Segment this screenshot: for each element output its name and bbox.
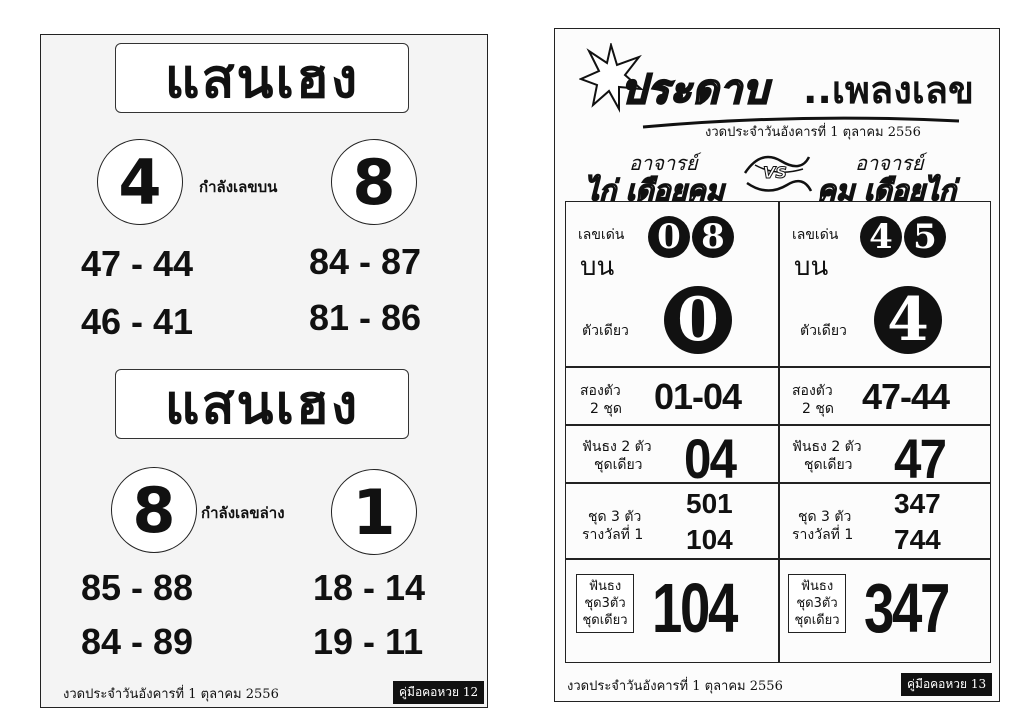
featured-top-label-right: บน xyxy=(794,252,829,282)
three-label-left-1: ชุด 3 ตัว xyxy=(588,509,642,525)
single-label-left: ตัวเดียว xyxy=(582,323,629,339)
page-title-top: แสนเฮง xyxy=(115,43,409,113)
two-digit-right: 47-44 xyxy=(862,376,950,417)
pair-bottom-left-1: 85 - 88 xyxy=(81,567,194,608)
featured-top-label-left: บน xyxy=(580,252,615,282)
pair-top-right-2: 81 - 86 xyxy=(309,297,422,338)
three-label-left-2: รางวัลที่ 1 xyxy=(582,527,644,543)
strike-two-right: 47 xyxy=(894,427,946,490)
two-digit-left: 01-04 xyxy=(654,376,742,417)
pair-top-left-1: 47 - 44 xyxy=(81,243,194,284)
three-label-right-1: ชุด 3 ตัว xyxy=(798,509,852,525)
strike-label-left-2: ชุดเดียว xyxy=(594,457,643,473)
three-label-right-2: รางวัลที่ 1 xyxy=(792,527,854,543)
power-digit-top-right: 8 xyxy=(331,139,417,225)
pair-bottom-right-2: 19 - 11 xyxy=(313,621,424,662)
strike-label-left-1: ฟันธง 2 ตัว xyxy=(582,439,652,455)
two-digit-label-right-1: สองตัว xyxy=(792,383,833,399)
two-digit-label-left-2: 2 ชุด xyxy=(590,401,622,417)
featured-label-left: เลขเด่น xyxy=(578,227,625,243)
final-label-right-2: ชุด3ตัว xyxy=(796,596,838,611)
brand-title: ประดาบ xyxy=(621,66,770,113)
pair-top-left-2: 46 - 41 xyxy=(81,301,194,342)
power-digit-top-left: 4 xyxy=(97,139,183,225)
featured-digit-right-2: 5 xyxy=(904,216,946,258)
master-right-title: อาจารย์ xyxy=(855,151,924,175)
strike-two-left: 04 xyxy=(684,427,736,490)
footer-date: งวดประจำวันอังคารที่ 1 ตุลาคม 2556 xyxy=(63,687,279,702)
final-three-right: 347 xyxy=(864,569,949,647)
power-digit-bottom-left: 8 xyxy=(111,467,197,553)
power-label-bottom: กำลังเลขล่าง xyxy=(201,504,285,522)
single-label-right: ตัวเดียว xyxy=(800,323,847,339)
page-number-tag-right: คู่มือคอหวย 13 xyxy=(901,673,992,696)
master-left-title: อาจารย์ xyxy=(629,151,698,175)
three-digit-right-1: 347 xyxy=(894,488,941,519)
power-digit-bottom-right: 1 xyxy=(331,469,417,555)
single-digit-right: 4 xyxy=(874,286,942,354)
final-three-left: 104 xyxy=(652,569,737,647)
featured-digit-left-1: 0 xyxy=(648,216,690,258)
three-digit-right-2: 744 xyxy=(894,524,941,555)
page-number-tag: คู่มือคอหวย 12 xyxy=(393,681,484,704)
prediction-grid xyxy=(565,201,991,663)
pair-top-right-1: 84 - 87 xyxy=(309,241,422,282)
final-label-left-1: ฟันธง xyxy=(588,579,622,594)
featured-digit-right-1: 4 xyxy=(860,216,902,258)
three-digit-left-2: 104 xyxy=(686,524,733,555)
pair-bottom-right-1: 18 - 14 xyxy=(313,567,426,608)
final-label-left-2: ชุด3ตัว xyxy=(584,596,626,611)
featured-digit-left-2: 8 xyxy=(692,216,734,258)
featured-label-right: เลขเด่น xyxy=(792,227,839,243)
final-label-right-1: ฟันธง xyxy=(800,579,834,594)
two-digit-label-right-2: 2 ชุด xyxy=(802,401,834,417)
right-page xyxy=(554,28,1000,702)
master-left-name: ไก่ เดือยคม xyxy=(585,174,724,207)
final-label-box-right xyxy=(788,574,846,633)
final-label-box-left xyxy=(576,574,634,633)
two-digit-label-left-1: สองตัว xyxy=(580,383,621,399)
footer-date-right: งวดประจำวันอังคารที่ 1 ตุลาคม 2556 xyxy=(567,679,783,694)
single-digit-left: 0 xyxy=(664,286,732,354)
vs-label: VS xyxy=(763,163,787,182)
final-label-right-3: ชุดเดียว xyxy=(794,613,840,628)
grid-divider-4 xyxy=(566,558,990,560)
page-title-bottom: แสนเฮง xyxy=(115,369,409,439)
issue-date: งวดประจำวันอังคารที่ 1 ตุลาคม 2556 xyxy=(705,125,921,140)
final-label-left-3: ชุดเดียว xyxy=(582,613,628,628)
left-page xyxy=(40,34,488,708)
master-right-name: คม เดือยไก่ xyxy=(817,174,956,207)
strike-label-right-2: ชุดเดียว xyxy=(804,457,853,473)
strike-label-right-1: ฟันธง 2 ตัว xyxy=(792,439,862,455)
power-label-top: กำลังเลขบน xyxy=(199,178,278,196)
grid-divider-vertical xyxy=(778,202,780,662)
grid-divider-1 xyxy=(566,366,990,368)
pair-bottom-left-2: 84 - 89 xyxy=(81,621,194,662)
three-digit-left-1: 501 xyxy=(686,488,733,519)
brand-suffix: ..เพลงเลข xyxy=(803,68,974,112)
